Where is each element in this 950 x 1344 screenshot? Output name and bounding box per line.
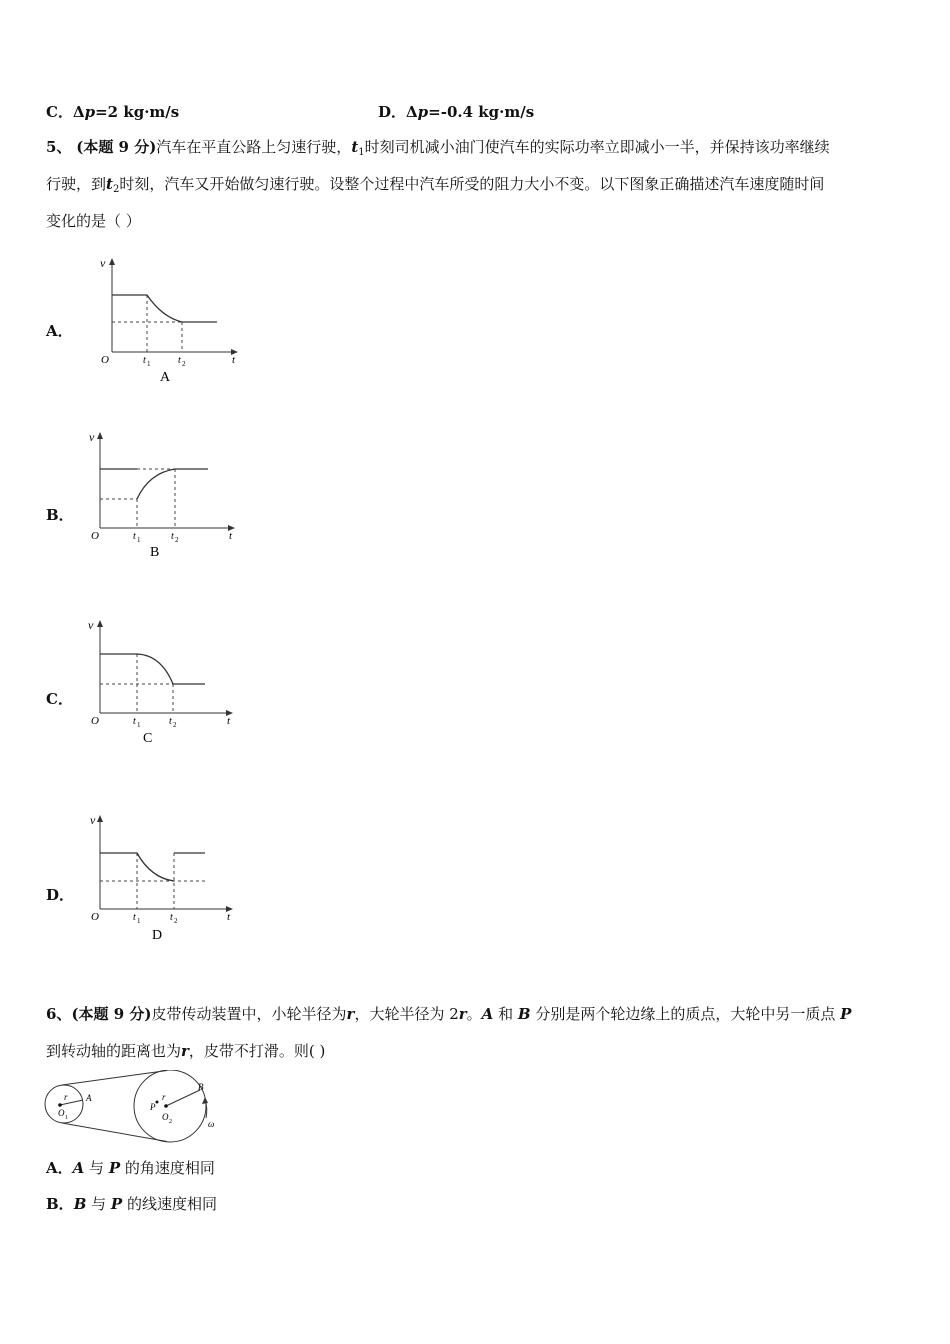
option-object: P — [108, 1159, 121, 1177]
v-axis-arrow — [97, 815, 103, 822]
q6-text: 到转动轴的距离也为 — [46, 1042, 182, 1060]
q6-text: 分别是两个轮边缘上的质点，大轮中另一质点 — [530, 1005, 841, 1023]
q6-option-a — [46, 1158, 215, 1178]
o2-sub: 2 — [169, 1119, 172, 1125]
option-b-label: B． — [46, 506, 74, 524]
velocity-curve — [100, 853, 205, 881]
graph-a — [95, 255, 245, 385]
option-d-prev — [378, 102, 534, 122]
option-d-label: D． — [46, 886, 75, 904]
q5-line-2 — [46, 174, 824, 194]
t-label: t — [229, 530, 233, 542]
question-number: 5、 — [46, 138, 72, 156]
t-label: t — [227, 715, 231, 727]
big-wheel — [134, 1070, 206, 1142]
belt-top — [62, 1071, 167, 1086]
t1-tick: t — [133, 912, 136, 923]
q6-line-2 — [46, 1041, 325, 1061]
v-label: v — [88, 618, 94, 632]
origin-label: O — [91, 715, 99, 727]
velocity-curve — [112, 295, 217, 322]
option-c-label: C． — [46, 690, 73, 708]
v-axis-arrow — [97, 620, 103, 627]
v-label: v — [100, 256, 106, 270]
graph-caption: A — [160, 370, 171, 385]
v-axis-arrow — [97, 432, 103, 439]
p-symbol: P — [840, 1005, 852, 1023]
graph-d — [85, 808, 245, 943]
p-dot — [156, 1101, 159, 1104]
big-r-label: r — [162, 1092, 166, 1102]
t2-tick-sub: 2 — [175, 536, 179, 544]
q5-text: 变化的是（ ） — [46, 212, 141, 230]
o2-dot — [164, 1104, 168, 1108]
option-label: B． — [46, 1195, 74, 1213]
q6-text: 皮带传动装置中，小轮半径为 — [151, 1005, 347, 1023]
o1-dot — [58, 1103, 62, 1107]
belt-pulley-diagram — [40, 1070, 230, 1145]
t2-tick-sub: 2 — [182, 360, 186, 368]
r-symbol: r — [458, 1005, 467, 1023]
q6-option-b — [46, 1194, 217, 1214]
q5-text: 时刻，汽车又开始做匀速行驶。设整个过程中汽车所受的阻力大小不变。以下图象正确描述汽车速度随时间 — [119, 175, 825, 193]
t2-tick-sub: 2 — [173, 721, 177, 729]
q6-text: 。 — [466, 1005, 482, 1023]
option-value: =2 kg·m/s — [95, 103, 180, 121]
option-c-prev — [46, 102, 179, 122]
t1-subscript: 1 — [358, 147, 365, 158]
t1-tick-sub: 1 — [137, 721, 141, 729]
option-label: D． — [378, 103, 407, 121]
option-text: 与 — [86, 1195, 111, 1213]
t2-tick: t — [171, 531, 174, 542]
t2-symbol: t — [106, 175, 113, 193]
q5-line-1 — [46, 137, 830, 157]
origin-label: O — [101, 354, 109, 366]
delta-symbol: Δ — [72, 103, 85, 121]
question-score: (本题 9 分) — [71, 1005, 152, 1023]
p-label: P — [150, 1102, 156, 1112]
o1-sub: 1 — [65, 1115, 68, 1121]
q6-text: 和 — [493, 1005, 518, 1023]
option-object: P — [110, 1195, 123, 1213]
small-r-label: r — [64, 1092, 68, 1102]
t2-subscript: 2 — [112, 184, 120, 195]
q5-text: 行驶，到 — [46, 175, 107, 193]
o2-label: O — [162, 1112, 169, 1122]
v-label: v — [90, 813, 96, 827]
origin-label: O — [91, 911, 99, 923]
delta-symbol: Δ — [406, 103, 418, 121]
graph-c — [85, 613, 245, 748]
velocity-curve — [100, 654, 205, 684]
option-subject: A — [72, 1159, 85, 1177]
q5-text: 汽车在平直公路上匀速行驶， — [156, 138, 352, 156]
v-axis-arrow — [109, 258, 115, 265]
a-label: A — [86, 1093, 92, 1103]
rotation-arrow-head — [202, 1097, 208, 1104]
momentum-symbol: p — [417, 103, 429, 121]
graph-caption: D — [152, 928, 163, 943]
t1-tick-sub: 1 — [137, 536, 141, 544]
big-radius — [166, 1090, 200, 1106]
graph-caption: C — [143, 731, 153, 746]
graph-b — [85, 427, 245, 562]
option-text: 的线速度相同 — [122, 1195, 217, 1213]
t1-tick: t — [143, 355, 146, 366]
q6-text: ，大轮半径为 2 — [354, 1005, 459, 1023]
t1-tick-sub: 1 — [137, 917, 141, 925]
a-symbol: A — [481, 1005, 494, 1023]
option-label: C． — [46, 103, 73, 121]
t2-tick-sub: 2 — [174, 917, 178, 925]
origin-label: O — [91, 530, 99, 542]
t2-tick: t — [169, 716, 172, 727]
t-label: t — [227, 911, 231, 923]
question-number: 6、 — [46, 1005, 72, 1023]
o1-label: O — [58, 1108, 65, 1118]
option-text: 的角速度相同 — [120, 1159, 215, 1177]
graph-caption: B — [150, 545, 160, 560]
t1-tick: t — [133, 531, 136, 542]
r-symbol: r — [181, 1042, 189, 1060]
r-symbol: r — [346, 1005, 355, 1023]
velocity-curve — [100, 469, 208, 499]
t1-tick-sub: 1 — [147, 360, 151, 368]
t-label: t — [232, 354, 236, 366]
option-a-label: A． — [46, 322, 73, 340]
v-label: v — [89, 430, 95, 444]
b-label: B — [198, 1082, 204, 1092]
momentum-symbol: p — [84, 103, 96, 121]
option-text: 与 — [84, 1159, 109, 1177]
q6-text: ，皮带不打滑。则( ) — [188, 1042, 326, 1060]
t2-tick: t — [178, 355, 181, 366]
t2-tick: t — [170, 912, 173, 923]
q5-line-3 — [46, 211, 141, 231]
omega-label: ω — [208, 1119, 215, 1129]
t1-symbol: t — [351, 138, 359, 156]
option-subject: B — [73, 1195, 87, 1213]
option-value: =-0.4 kg·m/s — [428, 103, 535, 121]
q6-line-1 — [46, 1004, 851, 1024]
question-score: (本题 9 分) — [76, 138, 157, 156]
q5-text: 时刻司机减小油门使汽车的实际功率立即减小一半，并保持该功率继续 — [364, 138, 830, 156]
option-label: A． — [46, 1159, 73, 1177]
belt-bottom — [62, 1123, 167, 1142]
t1-tick: t — [133, 716, 136, 727]
b-symbol: B — [517, 1005, 531, 1023]
